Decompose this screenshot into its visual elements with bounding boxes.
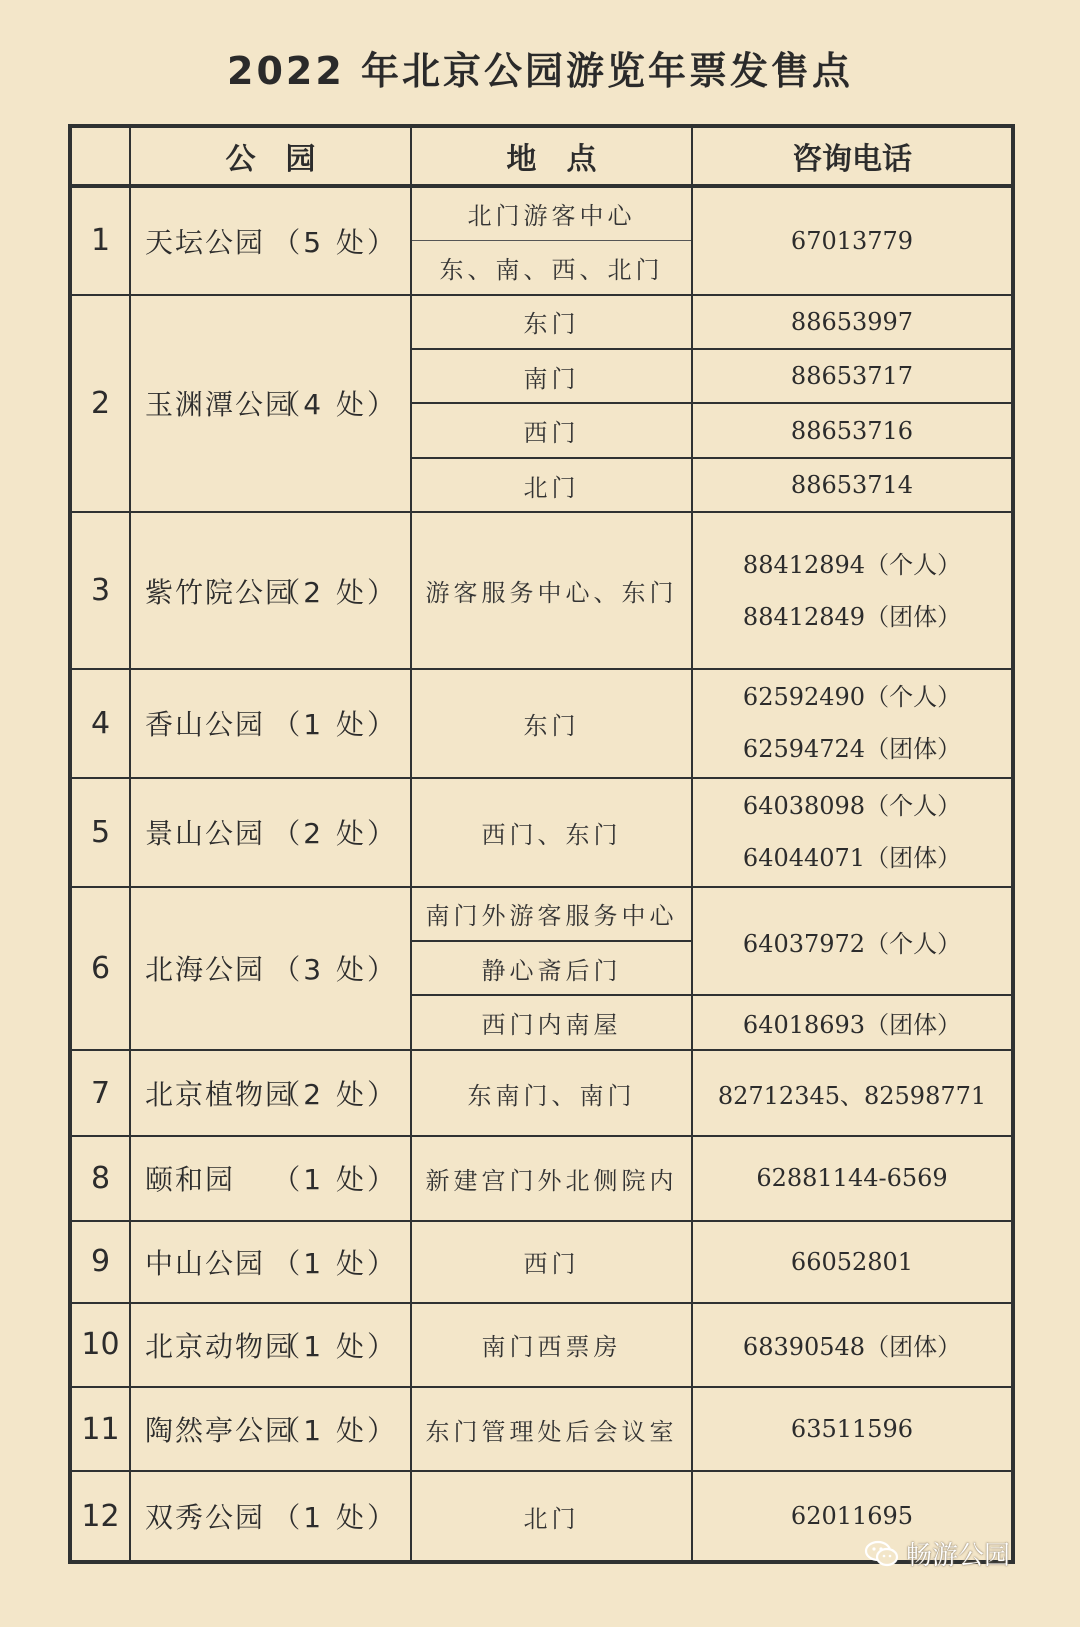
row-number: 11 <box>72 1387 130 1471</box>
table-row <box>72 295 1011 349</box>
phone: 82712345、82598771 <box>692 1050 1011 1136</box>
park-name-cell <box>130 887 411 1050</box>
phone: 88653997 <box>692 295 1011 349</box>
phone: 64038098（个人） <box>742 792 962 821</box>
park-name: 双秀公园 <box>145 1501 266 1535</box>
table-row <box>72 1303 1011 1387</box>
phone: 88653716 <box>692 403 1011 457</box>
phone: 64037972（个人） <box>692 887 1011 996</box>
location: 北门游客中心 <box>411 186 692 240</box>
header-location: 地 点 <box>411 128 692 186</box>
location: 西门 <box>411 1221 692 1303</box>
table-row <box>72 1221 1011 1303</box>
phone: 63511596 <box>692 1387 1011 1471</box>
phone-cell <box>692 778 1011 887</box>
location: 南门外游客服务中心 <box>411 887 692 941</box>
park-name: 陶然亭公园 <box>145 1414 296 1448</box>
phone: 64018693（团体） <box>692 995 1011 1049</box>
row-number: 6 <box>72 887 130 1050</box>
location: 南门 <box>411 349 692 403</box>
table-row <box>72 1136 1011 1220</box>
park-count: （2 处） <box>272 817 398 851</box>
park-count: （3 处） <box>272 953 398 987</box>
park-name: 北京植物园 <box>145 1078 296 1112</box>
park-count: （2 处） <box>272 1078 398 1112</box>
park-name-cell <box>130 1387 411 1471</box>
location: 西门、东门 <box>411 778 692 887</box>
ticket-sales-table <box>68 124 1015 1564</box>
header-phone: 咨询电话 <box>692 128 1011 186</box>
header-park: 公 园 <box>130 128 411 186</box>
table-row <box>72 887 1011 941</box>
park-count: （1 处） <box>272 1163 398 1197</box>
park-name-cell <box>130 669 411 778</box>
park-count: （1 处） <box>272 1329 398 1363</box>
park-name-cell <box>130 295 411 513</box>
phone-cell <box>692 512 1011 668</box>
table-row <box>72 778 1011 887</box>
phone: 88653717 <box>692 349 1011 403</box>
table-row <box>72 186 1011 240</box>
phone: 88653714 <box>692 458 1011 512</box>
park-name: 玉渊潭公园 <box>145 388 296 422</box>
row-number: 2 <box>72 295 130 513</box>
row-number: 9 <box>72 1221 130 1303</box>
table-row <box>72 1050 1011 1136</box>
park-name-cell <box>130 778 411 887</box>
row-number: 5 <box>72 778 130 887</box>
row-number: 12 <box>72 1471 130 1560</box>
phone: 62594724（团体） <box>742 735 962 764</box>
location: 东门 <box>411 669 692 778</box>
park-count: （1 处） <box>272 708 398 742</box>
location: 东、南、西、北门 <box>411 240 692 294</box>
table-row <box>72 512 1011 668</box>
row-number: 4 <box>72 669 130 778</box>
park-count: （1 处） <box>272 1246 398 1280</box>
park-name-cell <box>130 186 411 295</box>
phone: 62592490（个人） <box>742 683 962 712</box>
park-name: 颐和园 <box>145 1163 236 1197</box>
phone: 62011695 <box>692 1471 1011 1560</box>
phone: 88412849（团体） <box>742 602 962 631</box>
park-name-cell <box>130 512 411 668</box>
park-count: （4 处） <box>272 388 398 422</box>
watermark-text: 畅游公园 <box>905 1541 1010 1571</box>
park-count: （1 处） <box>272 1414 398 1448</box>
location: 南门西票房 <box>411 1303 692 1387</box>
header-index <box>72 128 130 186</box>
park-count: （1 处） <box>272 1501 398 1535</box>
park-count: （2 处） <box>272 575 398 609</box>
phone-cell <box>692 669 1011 778</box>
watermark <box>864 1535 1010 1572</box>
location: 北门 <box>411 1471 692 1560</box>
wechat-icon <box>864 1540 900 1568</box>
location: 新建宫门外北侧院内 <box>411 1136 692 1220</box>
phone: 62881144-6569 <box>692 1136 1011 1220</box>
location: 游客服务中心、东门 <box>411 512 692 668</box>
location: 北门 <box>411 458 692 512</box>
row-number: 10 <box>72 1303 130 1387</box>
row-number: 1 <box>72 186 130 295</box>
park-name-cell <box>130 1050 411 1136</box>
table-header-row <box>72 128 1011 186</box>
row-number: 8 <box>72 1136 130 1220</box>
park-name: 天坛公园 <box>145 225 266 259</box>
location: 西门内南屋 <box>411 995 692 1049</box>
location: 东门 <box>411 295 692 349</box>
park-name: 景山公园 <box>145 817 266 851</box>
location: 静心斋后门 <box>411 941 692 995</box>
park-name-cell <box>130 1136 411 1220</box>
park-count: （5 处） <box>272 225 398 259</box>
park-name: 紫竹院公园 <box>145 575 296 609</box>
park-name: 北海公园 <box>145 953 266 987</box>
location: 西门 <box>411 403 692 457</box>
park-name-cell <box>130 1303 411 1387</box>
page-title: 2022 年北京公园游览年票发售点 <box>227 49 853 93</box>
row-number: 3 <box>72 512 130 668</box>
phone: 68390548（团体） <box>692 1303 1011 1387</box>
park-name: 中山公园 <box>145 1246 266 1280</box>
phone: 64044071（团体） <box>742 844 962 873</box>
park-name: 北京动物园 <box>145 1329 296 1363</box>
table-row <box>72 1387 1011 1471</box>
table-row <box>72 669 1011 778</box>
phone: 67013779 <box>692 186 1011 295</box>
location: 东门管理处后会议室 <box>411 1387 692 1471</box>
park-name: 香山公园 <box>145 708 266 742</box>
park-name-cell <box>130 1221 411 1303</box>
phone: 66052801 <box>692 1221 1011 1303</box>
location: 东南门、南门 <box>411 1050 692 1136</box>
row-number: 7 <box>72 1050 130 1136</box>
park-name-cell <box>130 1471 411 1560</box>
phone: 88412894（个人） <box>742 550 962 579</box>
